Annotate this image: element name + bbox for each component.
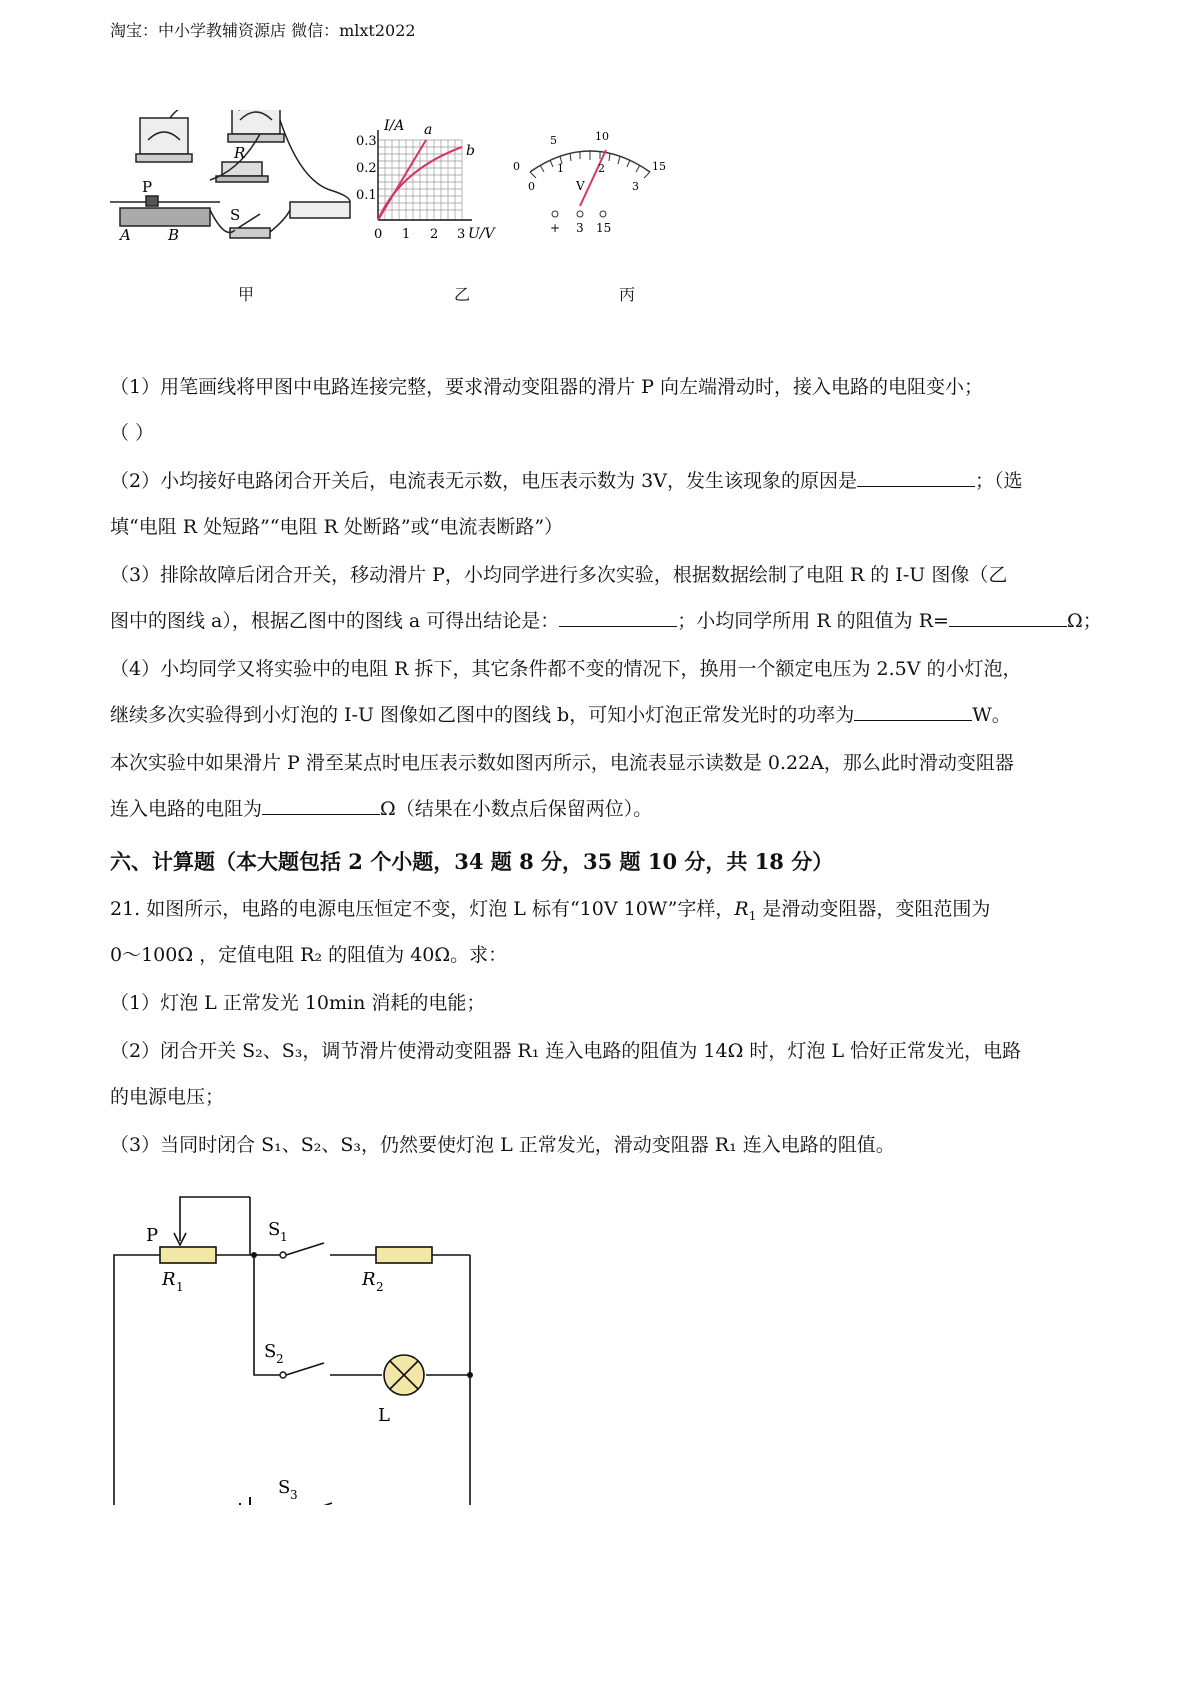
- question-4-line-4: [110, 796, 652, 822]
- q2-text: （2）小均接好电路闭合开关后，电流表无示数，电压表示数为 3V，发生该现象的原因是: [110, 470, 857, 492]
- question-1-answer-bracket: （ ）: [110, 422, 155, 444]
- yi-xtick-0: 0: [374, 227, 383, 242]
- q21-line-2: 0～100Ω ，定值电阻 R₂ 的阻值为 40Ω。求：: [110, 944, 508, 966]
- experiment-figures: [110, 110, 730, 310]
- q21-part-2-line-2: 的电源电压；: [110, 1086, 225, 1108]
- bing-inner-1: 1: [557, 162, 564, 175]
- q21-part-2-line-1: （2）闭合开关 S₂、S₃，调节滑片使滑动变阻器 R₁ 连入电路的阻值为 14Ω 时，灯泡 L 恰好正常发光，电路: [110, 1040, 1022, 1062]
- q3-text-mid: ；小均同学所用 R 的阻值为 R=: [677, 610, 949, 632]
- circuit-label-S3-sub: 3: [290, 1488, 298, 1502]
- question-4-line-3: 本次实验中如果滑片 P 滑至某点时电压表示数如图丙所示，电流表显示读数是 0.22A，那么此时滑动变阻器: [110, 752, 1014, 774]
- bing-inner-3: 3: [632, 180, 639, 193]
- yi-ytick-3: 0.3: [356, 134, 377, 149]
- q4-power-blank[interactable]: [854, 702, 972, 721]
- q3-conclusion-blank[interactable]: [559, 608, 677, 627]
- q21-text: 21. 如图所示，电路的电源电压恒定不变，灯泡 L 标有“10V 10W”字样，: [110, 898, 735, 920]
- bing-unit: V: [576, 179, 585, 193]
- caption-jia: 甲: [238, 285, 255, 304]
- circuit-label-P: P: [146, 1225, 159, 1246]
- yi-curve-a: a: [424, 122, 433, 138]
- bing-outer-15: 15: [652, 160, 666, 173]
- question-3-line-1: （3）排除故障后闭合开关，移动滑片 P，小均同学进行多次实验，根据数据绘制了电阻 R 的 I-U 图像（乙: [110, 564, 1008, 586]
- bing-outer-5: 5: [550, 134, 557, 147]
- page-header: 淘宝：中小学教辅资源店 微信：mlxt2022: [110, 21, 416, 40]
- bing-outer-0: 0: [513, 160, 520, 173]
- q3-text: 图中的图线 a），根据乙图中的图线 a 可得出结论是：: [110, 610, 560, 632]
- question-2-line-1: [110, 468, 1022, 494]
- q21-r-sub: 1: [748, 908, 757, 923]
- bing-terminal-plus: +: [550, 221, 561, 235]
- yi-xtick-1: 1: [402, 227, 411, 242]
- circuit-label-R2-sub: 2: [376, 1280, 384, 1294]
- label-R: R: [234, 144, 246, 162]
- circuit-label-R1-sub: 1: [176, 1280, 184, 1294]
- yi-xtick-2: 2: [430, 227, 439, 242]
- label-P: P: [142, 178, 153, 196]
- circuit-label-S2-sub: 2: [276, 1352, 284, 1366]
- caption-yi: 乙: [454, 285, 471, 304]
- bing-inner-0: 0: [528, 180, 535, 193]
- figure-yi: [378, 130, 472, 220]
- question-3-line-2: [110, 608, 1102, 634]
- label-A: A: [120, 226, 131, 244]
- q3-text-end: Ω；: [1066, 610, 1102, 632]
- circuit-label-L: L: [378, 1405, 390, 1426]
- q4-text-end: W。: [972, 704, 1011, 726]
- question-4-line-2: [110, 702, 1011, 728]
- question-1-line-1: （1）用笔画线将甲图中电路连接完整，要求滑动变阻器的滑片 P 向左端滑动时，接入电路的电阻变小；: [110, 376, 983, 398]
- q2-answer-blank[interactable]: [857, 468, 975, 487]
- circuit-diagram: [100, 1185, 500, 1505]
- label-S: S: [230, 206, 241, 224]
- q21-part-3: （3）当同时闭合 S₁、S₂、S₃，仍然要使灯泡 L 正常发光，滑动变阻器 R₁ 连入电路的阻值。: [110, 1134, 895, 1156]
- q4d-text: 连入电路的电阻为: [110, 798, 263, 820]
- circuit-label-R2: R: [362, 1269, 376, 1290]
- circuit-label-S2: S: [264, 1341, 277, 1362]
- yi-ytick-1: 0.1: [356, 188, 377, 203]
- q4-resistance-blank[interactable]: [262, 796, 380, 815]
- circuit-label-S1: S: [268, 1219, 281, 1240]
- yi-ylabel: I/A: [384, 118, 405, 134]
- bing-outer-10: 10: [595, 130, 609, 143]
- q3-resistance-blank[interactable]: [949, 608, 1067, 627]
- bing-inner-2: 2: [598, 162, 605, 175]
- yi-xlabel: U/V: [468, 226, 495, 242]
- bing-terminal-15: 15: [596, 221, 612, 235]
- yi-curve-b: b: [466, 143, 475, 159]
- question-4-line-1: （4）小均同学又将实验中的电阻 R 拆下，其它条件都不变的情况下，换用一个额定电压为 2.5V 的小灯泡，: [110, 658, 1022, 680]
- label-B: B: [168, 226, 180, 244]
- caption-bing: 丙: [619, 285, 636, 304]
- circuit-label-R1: R: [162, 1269, 176, 1290]
- circuit-label-S1-sub: 1: [280, 1230, 288, 1244]
- q21-r-symbol: R: [734, 898, 749, 920]
- bing-terminal-3: 3: [576, 221, 584, 235]
- circuit-label-S3: S: [278, 1477, 291, 1498]
- question-2-line-2: 填“电阻 R 处短路”“电阻 R 处断路”或“电流表断路”）: [110, 516, 564, 538]
- q21-text-end: 是滑动变阻器，变阻范围为: [756, 898, 991, 920]
- q21-part-1: （1）灯泡 L 正常发光 10min 消耗的电能；: [110, 992, 486, 1014]
- section-6-title: 六、计算题（本大题包括 2 个小题，34 题 8 分，35 题 10 分，共 18 分）: [110, 849, 834, 874]
- q4d-text-end: Ω（结果在小数点后保留两位）。: [380, 798, 653, 820]
- q21-line-1: [110, 896, 990, 929]
- q4-text: 继续多次实验得到小灯泡的 I-U 图像如乙图中的图线 b，可知小灯泡正常发光时的功率为: [110, 704, 855, 726]
- yi-xtick-3: 3: [457, 227, 466, 242]
- yi-ytick-2: 0.2: [356, 161, 377, 176]
- q2-text-end: ；（选: [974, 470, 1023, 492]
